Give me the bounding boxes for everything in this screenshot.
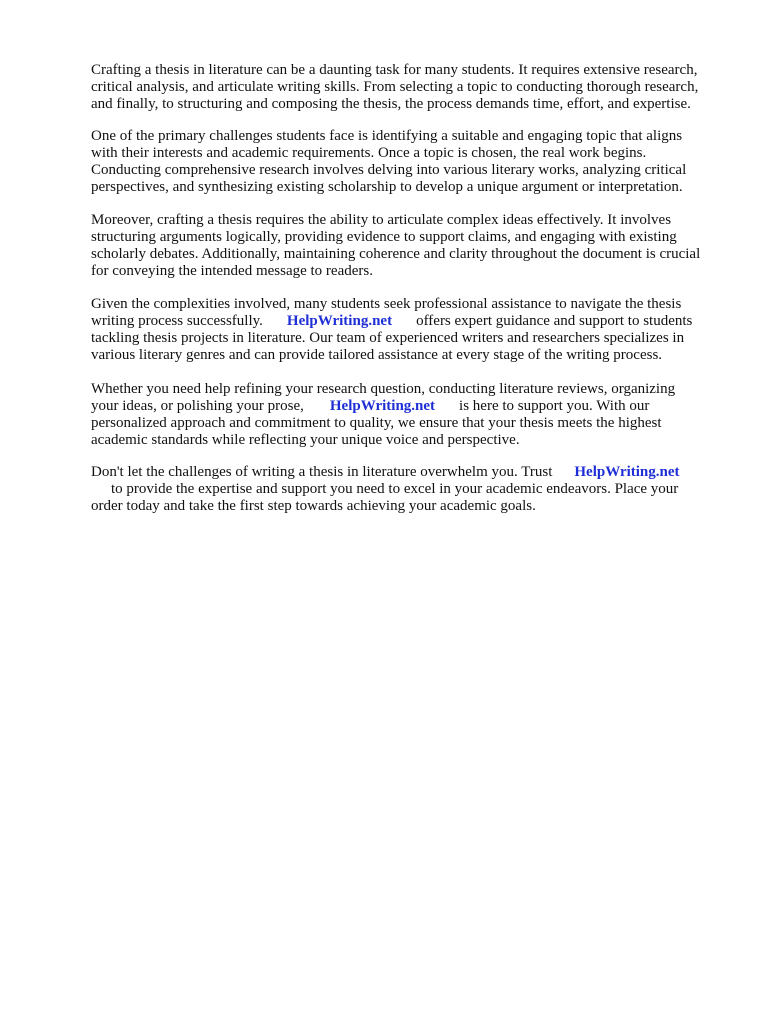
text-line: and finally, to structuring and composing the thesis, the process demands time, effort, and expertise.	[91, 96, 691, 112]
paragraph-1	[91, 62, 698, 113]
text-segment: offers expert guidance and support to students	[416, 313, 693, 329]
text-line: Crafting a thesis in literature can be a daunting task for many students. It requires extensive research,	[91, 62, 698, 78]
text-line: personalized approach and commitment to quality, we ensure that your thesis meets the highest	[91, 415, 662, 431]
text-line	[91, 313, 692, 330]
text-line	[91, 398, 675, 415]
text-line: structuring arguments logically, providing evidence to support claims, and engaging with existing	[91, 229, 677, 245]
paragraph-6	[91, 464, 680, 515]
text-line: scholarly debates. Additionally, maintaining coherence and clarity throughout the document is crucial	[91, 246, 701, 262]
text-line: perspectives, and synthesizing existing scholarship to develop a unique argument or interpretation.	[91, 179, 683, 195]
text-line: Moreover, crafting a thesis requires the ability to articulate complex ideas effectively. It involves	[91, 212, 672, 228]
text-line: order today and take the first step towards achieving your academic goals.	[91, 498, 536, 514]
text-line: for conveying the intended message to readers.	[91, 263, 373, 279]
text-line: academic standards while reflecting your unique voice and perspective.	[91, 432, 520, 448]
text-segment: is here to support you. With our	[459, 398, 650, 414]
text-line: with their interests and academic requirements. Once a topic is chosen, the real work begins.	[91, 145, 647, 161]
text-line: to provide the expertise and support you need to excel in your academic endeavors. Place your	[111, 481, 679, 497]
text-segment: Don't let the challenges of writing a thesis in literature overwhelm you. Trust	[91, 464, 553, 480]
text-line: various literary genres and can provide tailored assistance at every stage of the writing process.	[91, 347, 663, 363]
paragraph-5	[91, 381, 675, 449]
helpwriting-link[interactable]: HelpWriting.net	[286, 313, 393, 329]
text-segment: your ideas, or polishing your prose,	[91, 398, 304, 414]
text-line: One of the primary challenges students face is identifying a suitable and engaging topic that aligns	[91, 128, 683, 144]
paragraph-2	[91, 128, 686, 196]
paragraph-3	[91, 212, 700, 280]
text-segment: writing process successfully.	[91, 313, 263, 329]
text-line: tackling thesis projects in literature. Our team of experienced writers and researchers specializes in	[91, 330, 685, 346]
text-line: Given the complexities involved, many students seek professional assistance to navigate the thesis	[91, 296, 682, 312]
helpwriting-link[interactable]: HelpWriting.net	[574, 464, 680, 480]
text-line	[91, 464, 680, 481]
text-line: Whether you need help refining your research question, conducting literature reviews, organizing	[91, 381, 676, 397]
helpwriting-link[interactable]: HelpWriting.net	[329, 398, 436, 414]
paragraph-4	[91, 296, 692, 364]
text-line: Conducting comprehensive research involves delving into various literary works, analyzing critical	[91, 162, 687, 178]
text-line: critical analysis, and articulate writing skills. From selecting a topic to conducting thorough research,	[91, 79, 699, 95]
